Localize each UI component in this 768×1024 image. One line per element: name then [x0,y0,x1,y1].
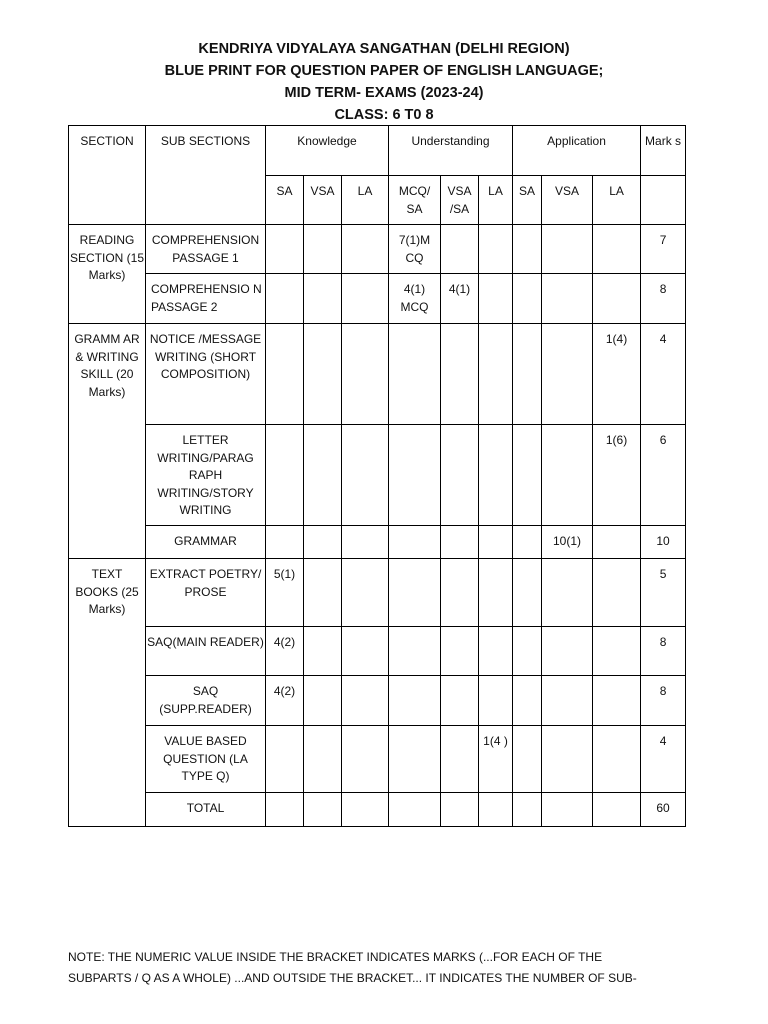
cell-k-vsa [304,793,342,827]
cell-k-la [342,425,389,526]
header-section: SECTION [69,126,146,225]
cell-k-la [342,559,389,627]
cell-k-vsa [304,726,342,793]
subheader-marks-blank [641,176,686,225]
subsection-cell: LETTER WRITING/PARAG RAPH WRITING/STORY WRITING [146,425,266,526]
cell-k-la [342,676,389,726]
cell-a-la [593,726,641,793]
cell-u-vsa-sa [441,225,479,274]
cell-marks: 4 [641,324,686,425]
cell-u-la: 1(4 ) [479,726,513,793]
cell-u-vsa-sa [441,627,479,676]
table-row [69,425,686,526]
cell-u-la [479,526,513,559]
cell-marks: 6 [641,425,686,526]
cell-k-vsa [304,425,342,526]
cell-k-la [342,627,389,676]
cell-a-sa [513,274,542,324]
section-text-books: TEXT BOOKS (25 Marks) [69,559,146,827]
table-row [69,559,686,627]
cell-a-sa [513,324,542,425]
cell-a-la [593,526,641,559]
cell-k-vsa [304,324,342,425]
cell-marks: 7 [641,225,686,274]
cell-k-sa: 4(2) [266,676,304,726]
header-knowledge: Knowledge [266,126,389,176]
cell-a-vsa [542,324,593,425]
cell-a-sa [513,225,542,274]
cell-u-mcq-sa [389,676,441,726]
subsection-cell: SAQ (SUPP.READER) [146,676,266,726]
cell-u-la [479,274,513,324]
cell-u-mcq-sa: 7(1)M CQ [389,225,441,274]
cell-k-vsa [304,559,342,627]
cell-a-vsa [542,425,593,526]
cell-u-mcq-sa: 4(1) MCQ [389,274,441,324]
cell-k-la [342,793,389,827]
cell-u-vsa-sa [441,726,479,793]
cell-u-mcq-sa [389,425,441,526]
cell-a-vsa: 10(1) [542,526,593,559]
cell-k-sa [266,793,304,827]
footnote-line-2: SUBPARTS / Q AS A WHOLE) ...AND OUTSIDE THE BRACKET... IT INDICATES THE NUMBER OF SUB- [68,971,637,985]
subheader-a-sa: SA [513,176,542,225]
table-row [69,225,686,274]
cell-u-vsa-sa [441,324,479,425]
cell-u-vsa-sa [441,526,479,559]
cell-k-vsa [304,627,342,676]
subheader-k-vsa: VSA [304,176,342,225]
cell-k-sa [266,425,304,526]
subheader-u-vsa-sa: VSA /SA [441,176,479,225]
cell-a-la [593,559,641,627]
cell-u-vsa-sa [441,425,479,526]
blueprint-table [68,125,686,827]
cell-a-la: 1(4) [593,324,641,425]
cell-marks: 8 [641,274,686,324]
cell-k-sa: 4(2) [266,627,304,676]
document-heading [0,38,768,126]
cell-k-la [342,726,389,793]
cell-u-la [479,559,513,627]
cell-k-sa [266,324,304,425]
heading-line-1: KENDRIYA VIDYALAYA SANGATHAN (DELHI REGION) [198,41,570,57]
cell-a-vsa [542,559,593,627]
cell-u-la [479,425,513,526]
cell-marks: 4 [641,726,686,793]
cell-k-sa [266,526,304,559]
cell-k-sa [266,274,304,324]
subheader-u-mcq-sa: MCQ/ SA [389,176,441,225]
cell-k-vsa [304,676,342,726]
header-marks: Mark s [641,126,686,176]
cell-u-la [479,324,513,425]
cell-a-la [593,793,641,827]
heading-line-2: BLUE PRINT FOR QUESTION PAPER OF ENGLISH LANGUAGE; [164,63,604,79]
cell-u-mcq-sa [389,526,441,559]
section-reading: READING SECTION (15 Marks) [69,225,146,324]
table-row [69,526,686,559]
cell-u-mcq-sa [389,324,441,425]
cell-u-vsa-sa: 4(1) [441,274,479,324]
subsection-cell: EXTRACT POETRY/ PROSE [146,559,266,627]
header-understanding: Understanding [389,126,513,176]
footnote [68,947,708,989]
heading-line-3: MID TERM- EXAMS (2023-24) [284,85,484,101]
cell-k-sa [266,726,304,793]
cell-k-vsa [304,274,342,324]
subheader-k-sa: SA [266,176,304,225]
subsection-cell: VALUE BASED QUESTION (LA TYPE Q) [146,726,266,793]
cell-a-la [593,676,641,726]
cell-a-sa [513,676,542,726]
cell-a-la: 1(6) [593,425,641,526]
cell-k-la [342,526,389,559]
cell-k-la [342,324,389,425]
header-application: Application [513,126,641,176]
subsection-cell: COMPREHENSIO N PASSAGE 2 [146,274,266,324]
cell-a-sa [513,726,542,793]
subheader-a-vsa: VSA [542,176,593,225]
subheader-k-la: LA [342,176,389,225]
cell-a-vsa [542,726,593,793]
subheader-a-la: LA [593,176,641,225]
table-header-row [69,126,686,176]
header-sub-sections: SUB SECTIONS [146,126,266,225]
heading-line-4: CLASS: 6 T0 8 [334,107,434,123]
subsection-cell: TOTAL [146,793,266,827]
cell-a-la [593,274,641,324]
cell-u-mcq-sa [389,726,441,793]
cell-marks: 8 [641,676,686,726]
cell-marks: 5 [641,559,686,627]
cell-k-sa [266,225,304,274]
cell-k-vsa [304,225,342,274]
section-grammar-writing: GRAMM AR & WRITING SKILL (20 Marks) [69,324,146,559]
subsection-cell: SAQ(MAIN READER) [146,627,266,676]
cell-k-la [342,274,389,324]
cell-a-sa [513,425,542,526]
cell-u-vsa-sa [441,559,479,627]
cell-u-la [479,627,513,676]
subsection-cell: COMPREHENSION PASSAGE 1 [146,225,266,274]
cell-marks: 10 [641,526,686,559]
cell-a-sa [513,627,542,676]
cell-u-mcq-sa [389,627,441,676]
cell-u-vsa-sa [441,793,479,827]
table-row [69,726,686,793]
table-row [69,324,686,425]
table-row [69,627,686,676]
footnote-line-1: NOTE: THE NUMERIC VALUE INSIDE THE BRACKET INDICATES MARKS (...FOR EACH OF THE [68,950,603,964]
cell-a-vsa [542,793,593,827]
cell-marks: 8 [641,627,686,676]
table-row [69,676,686,726]
cell-a-vsa [542,676,593,726]
cell-u-mcq-sa [389,793,441,827]
table-row [69,274,686,324]
cell-u-la [479,676,513,726]
cell-a-vsa [542,274,593,324]
cell-a-sa [513,559,542,627]
cell-u-la [479,225,513,274]
cell-k-la [342,225,389,274]
cell-a-la [593,627,641,676]
cell-a-la [593,225,641,274]
subsection-cell: NOTICE /MESSAGE WRITING (SHORT COMPOSITION) [146,324,266,425]
cell-a-sa [513,793,542,827]
cell-u-mcq-sa [389,559,441,627]
table-row [69,793,686,827]
cell-a-sa [513,526,542,559]
cell-k-vsa [304,526,342,559]
cell-a-vsa [542,225,593,274]
cell-k-sa: 5(1) [266,559,304,627]
cell-u-vsa-sa [441,676,479,726]
subheader-u-la: LA [479,176,513,225]
cell-marks: 60 [641,793,686,827]
subsection-cell: GRAMMAR [146,526,266,559]
cell-u-la [479,793,513,827]
cell-a-vsa [542,627,593,676]
